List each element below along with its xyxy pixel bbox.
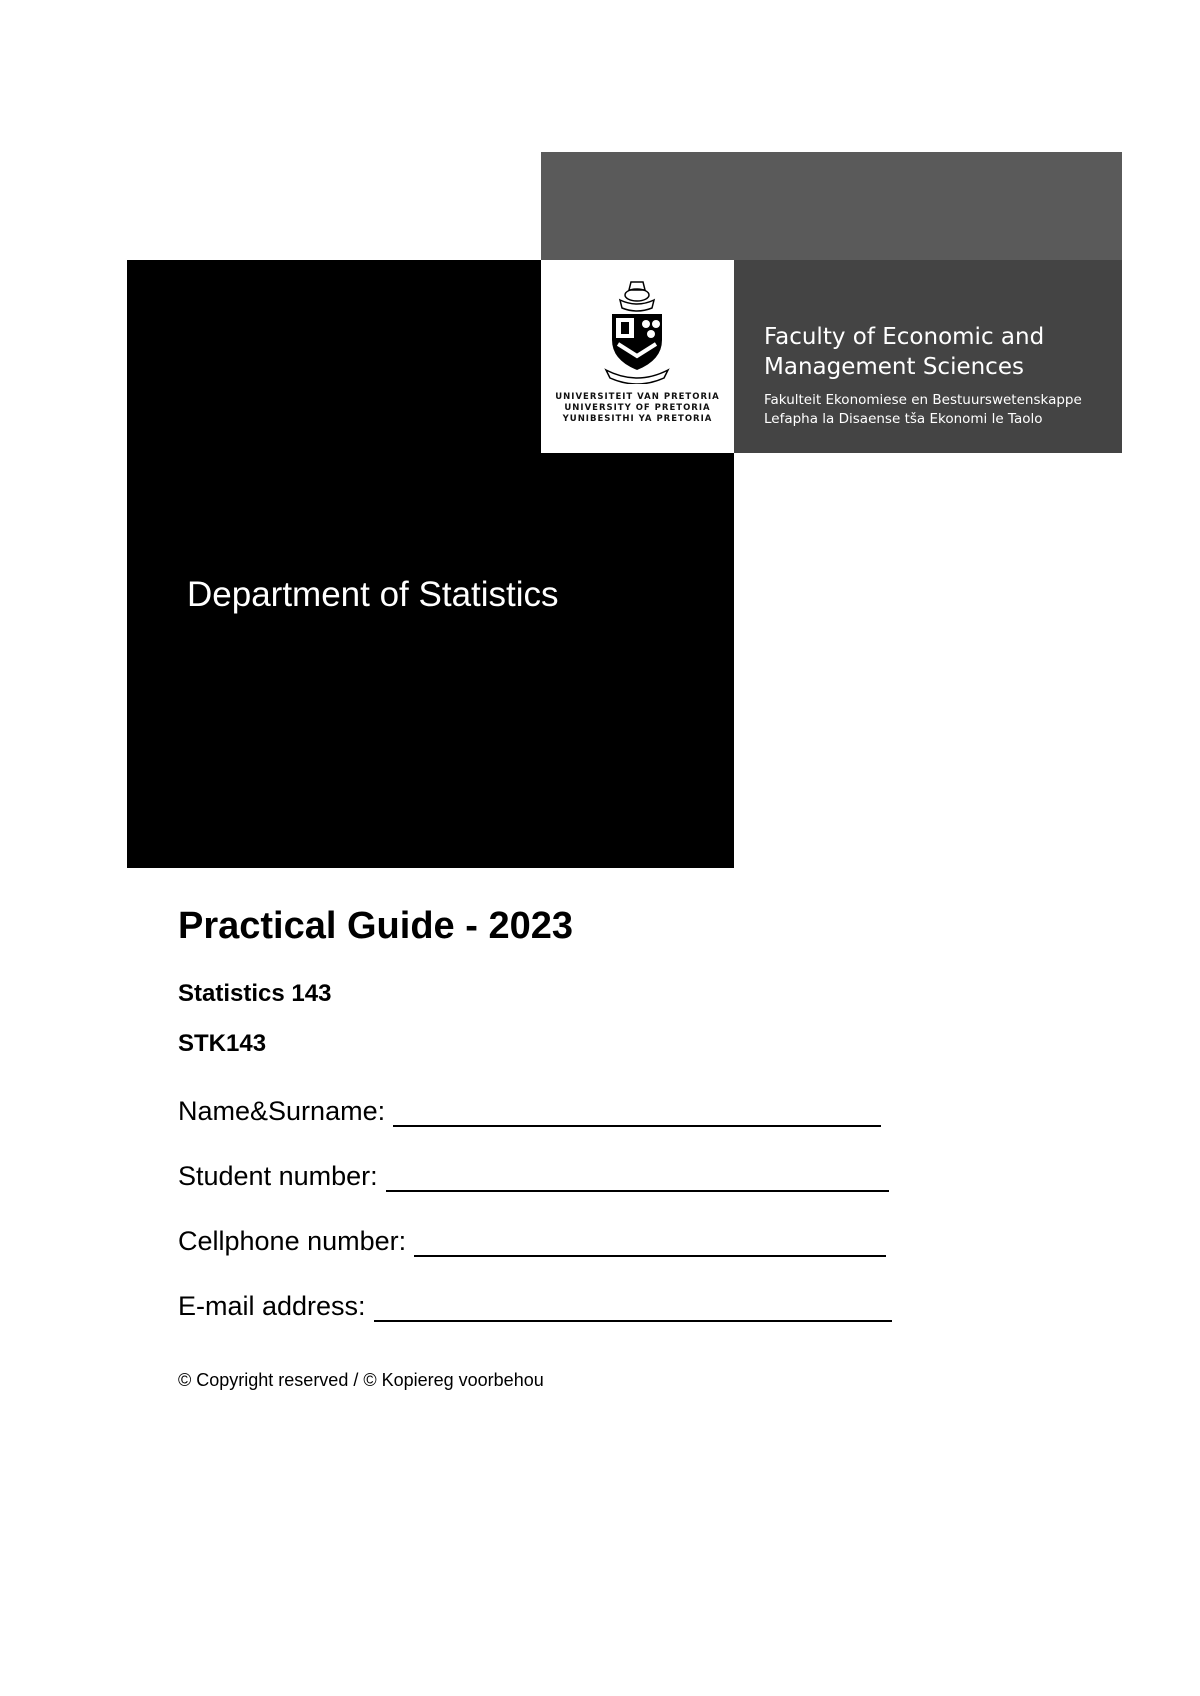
university-logo (541, 260, 734, 453)
faculty-title (764, 322, 1044, 382)
faculty-banner (734, 260, 1122, 453)
cellphone-number-field (178, 1226, 886, 1257)
university-name-afrikaans: UNIVERSITEIT VAN PRETORIA (555, 392, 720, 402)
email-address-label: E-mail address: (178, 1291, 366, 1321)
cellphone-number-blank[interactable] (414, 1229, 886, 1257)
guide-title: Practical Guide - 2023 (178, 905, 573, 947)
email-address-field (178, 1291, 892, 1322)
department-name: Department of Statistics (187, 575, 559, 614)
faculty-subtitle-sepedi: Lefapha la Disaense tša Ekonomi le Taolo (764, 411, 1043, 427)
name-surname-label: Name&Surname: (178, 1096, 386, 1126)
university-name-sepedi: YUNIBESITHI YA PRETORIA (562, 414, 713, 424)
university-crest-icon (598, 278, 676, 384)
name-surname-field (178, 1096, 881, 1127)
faculty-title-line-2: Management Sciences (764, 354, 1024, 380)
email-address-blank[interactable] (374, 1294, 892, 1322)
faculty-title-line-1: Faculty of Economic and (764, 324, 1045, 350)
student-number-blank[interactable] (386, 1164, 889, 1192)
copyright-notice: © Copyright reserved / © Kopiereg voorbehou (178, 1370, 544, 1390)
university-names (541, 392, 734, 425)
cellphone-number-label: Cellphone number: (178, 1226, 407, 1256)
university-name-english: UNIVERSITY OF PRETORIA (564, 403, 711, 413)
student-number-field (178, 1161, 889, 1192)
header-grey-band (541, 152, 1122, 260)
student-number-label: Student number: (178, 1161, 378, 1191)
name-surname-blank[interactable] (393, 1099, 881, 1127)
course-name: Statistics 143 (178, 980, 332, 1007)
faculty-subtitle (764, 391, 1082, 429)
course-code: STK143 (178, 1030, 267, 1057)
faculty-subtitle-afrikaans: Fakulteit Ekonomiese en Bestuurswetenskappe (764, 392, 1082, 408)
